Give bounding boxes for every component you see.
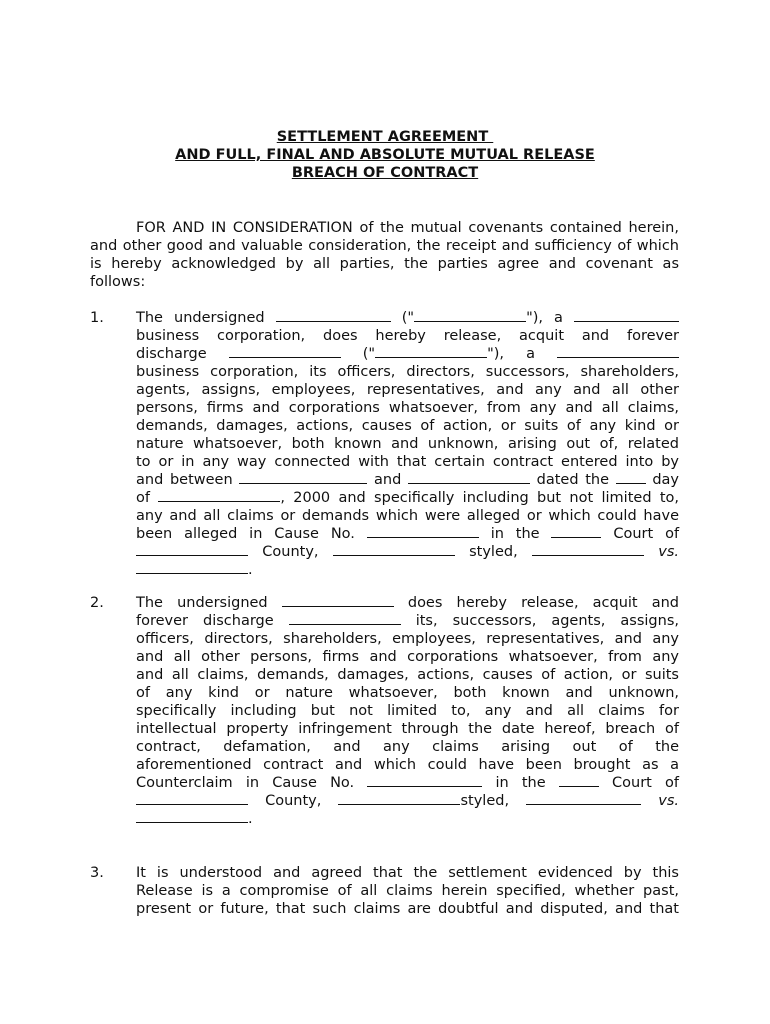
text-line: County, styled, vs. — [136, 543, 679, 561]
text-line: The undersigned does hereby release, acquit and — [136, 595, 679, 611]
text-line: contract, defamation, and any claims arising out of the — [136, 739, 679, 755]
text-line: discharge (" "), a — [136, 345, 679, 363]
text-line: and between and dated the day — [136, 472, 680, 488]
text-line: It is understood and agreed that the settlement evidenced by this — [136, 865, 679, 881]
text-line: nature whatsoever, both known and unknown, arising out of, related — [136, 436, 679, 452]
text-line: forever discharge its, successors, agents, assigns, — [136, 613, 679, 629]
section-body — [136, 864, 679, 918]
text-line: County, styled, vs. — [136, 792, 679, 810]
text-line: Release is a compromise of all claims herein specified, whether past, — [136, 883, 679, 899]
text-line: intellectual property infringement through the date hereof, breach of — [136, 721, 679, 737]
title-line-2: AND FULL, FINAL AND ABSOLUTE MUTUAL RELEASE — [175, 147, 595, 163]
section-3 — [90, 864, 679, 918]
text-line: been alleged in Cause No. in the Court of — [136, 526, 680, 542]
section-2 — [90, 594, 679, 828]
text-line: any and all claims or demands which were alleged or which could have — [136, 508, 679, 524]
text-line: . — [136, 561, 679, 579]
section-body — [136, 594, 679, 828]
text-line: demands, damages, actions, causes of action, or suits of any kind or — [136, 418, 679, 434]
text-line: . — [136, 810, 679, 828]
section-number: 1. — [90, 310, 104, 326]
text-line: business corporation, its officers, directors, successors, shareholders, — [136, 364, 679, 380]
text-line: of , 2000 and specifically including but not limited to, — [136, 490, 679, 506]
text-line: business corporation, does hereby release, acquit and forever — [136, 328, 679, 344]
text-line: specifically including but not limited to, any and all claims for — [136, 703, 679, 719]
text-line: present or future, that such claims are doubtful and disputed, and that — [136, 901, 679, 917]
document-title — [0, 128, 770, 182]
text-line: persons, firms and corporations whatsoever, from any and all claims, — [136, 400, 679, 416]
section-number: 3. — [90, 865, 104, 881]
intro-paragraph: FOR AND IN CONSIDERATION of the mutual covenants contained herein, and other good and valuable consideration, the receipt and sufficiency of which is hereby acknowledged by all parties, the parties agree and covenant as follows: — [90, 220, 679, 290]
text-line: to or in any way connected with that certain contract entered into by — [136, 454, 679, 470]
section-number: 2. — [90, 595, 104, 611]
text-line: and all claims, demands, damages, actions, causes of action, or suits — [136, 667, 679, 683]
text-line: The undersigned (" "), a — [136, 309, 679, 327]
text-line: officers, directors, shareholders, employees, representatives, and any — [136, 631, 679, 647]
section-1 — [90, 309, 679, 579]
text-line: agents, assigns, employees, representatives, and any and all other — [136, 382, 679, 398]
text-line: and all other persons, firms and corporations whatsoever, from any — [136, 649, 679, 665]
text-line: Counterclaim in Cause No. in the Court of — [136, 775, 679, 791]
section-body — [136, 309, 679, 579]
title-line-1: SETTLEMENT AGREEMENT — [276, 129, 494, 145]
text-line: of any kind or nature whatsoever, both known and unknown, — [136, 685, 679, 701]
text-line: aforementioned contract and which could have been brought as a — [136, 757, 679, 773]
title-line-3: BREACH OF CONTRACT — [291, 165, 479, 181]
